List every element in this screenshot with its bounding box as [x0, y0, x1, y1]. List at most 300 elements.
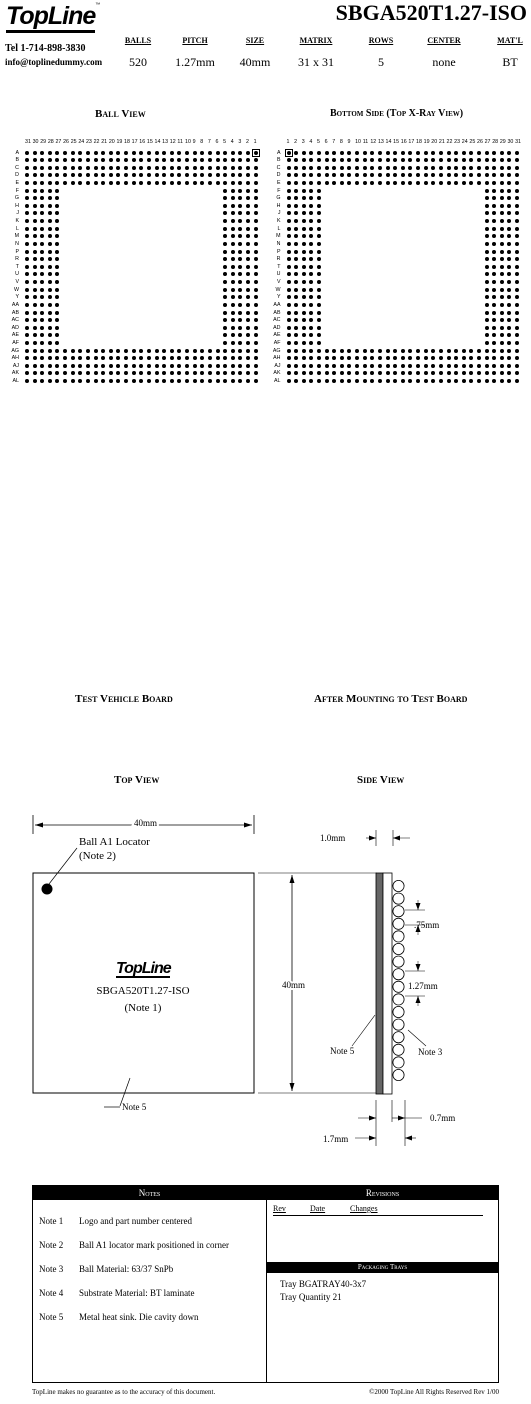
footer-disclaimer: TopLine makes no guarantee as to the accuracy of this document. — [32, 1388, 216, 1396]
solder-ball — [515, 250, 519, 254]
solder-ball — [515, 364, 519, 368]
solder-ball — [317, 318, 321, 322]
solder-ball — [401, 356, 405, 360]
side-solder-ball — [393, 969, 404, 980]
solder-ball — [294, 303, 298, 307]
solder-ball — [287, 242, 291, 246]
solder-ball — [515, 189, 519, 193]
solder-ball — [462, 166, 466, 170]
part-number-title: SBGA520T1.27-ISO — [335, 0, 527, 25]
solder-ball — [287, 272, 291, 276]
solder-ball — [287, 371, 291, 375]
row-label: F — [15, 187, 19, 194]
row-label: AJ — [274, 362, 281, 369]
side-solder-ball — [393, 1032, 404, 1043]
solder-ball — [302, 272, 306, 276]
solder-ball — [424, 166, 428, 170]
solder-ball — [447, 151, 451, 155]
solder-ball — [302, 250, 306, 254]
solder-ball — [485, 333, 489, 337]
solder-ball — [492, 371, 496, 375]
packaging-header: Packaging Trays — [267, 1262, 498, 1273]
solder-ball — [378, 349, 382, 353]
column-label: 8 — [200, 139, 204, 145]
solder-ball — [302, 219, 306, 223]
row-label: G — [276, 195, 281, 202]
note-text: Ball A1 locator mark positioned in corner — [79, 1240, 229, 1250]
column-label: 5 — [316, 139, 320, 145]
column-label: 4 — [309, 139, 313, 145]
column-label: 18 — [124, 139, 130, 145]
solder-ball — [294, 349, 298, 353]
solder-ball — [294, 173, 298, 177]
solder-ball — [485, 166, 489, 170]
notes-revisions-box — [32, 1185, 499, 1383]
solder-ball — [469, 181, 473, 185]
solder-ball — [515, 318, 519, 322]
solder-ball — [302, 181, 306, 185]
solder-ball — [287, 379, 291, 383]
solder-ball — [431, 173, 435, 177]
solder-ball — [469, 371, 473, 375]
solder-ball — [454, 166, 458, 170]
solder-ball — [302, 173, 306, 177]
solder-ball — [287, 341, 291, 345]
solder-ball — [507, 311, 511, 315]
column-label: 1 — [253, 139, 257, 145]
row-label: R — [276, 256, 281, 263]
solder-ball — [309, 318, 313, 322]
solder-ball — [309, 196, 313, 200]
solder-ball — [370, 364, 374, 368]
solder-ball — [462, 158, 466, 162]
solder-ball — [370, 349, 374, 353]
solder-ball — [294, 311, 298, 315]
column-label: 12 — [370, 139, 377, 145]
column-label: 27 — [484, 139, 491, 145]
solder-ball — [500, 211, 504, 215]
solder-ball — [500, 371, 504, 375]
notes-panel — [33, 1186, 267, 1382]
column-label: 20 — [108, 139, 115, 145]
solder-ball — [500, 311, 504, 315]
solder-ball — [515, 272, 519, 276]
solder-ball — [317, 181, 321, 185]
solder-ball — [492, 311, 496, 315]
email: info@toplinedummy.com — [5, 57, 103, 67]
column-label: 20 — [431, 139, 438, 145]
solder-ball — [325, 173, 329, 177]
column-label: 16 — [139, 139, 146, 145]
solder-ball — [287, 311, 291, 315]
solder-ball — [515, 341, 519, 345]
column-label: 11 — [362, 139, 369, 145]
row-label: AB — [11, 309, 19, 316]
solder-ball — [325, 181, 329, 185]
solder-ball — [393, 181, 397, 185]
solder-ball — [340, 173, 344, 177]
solder-ball — [454, 371, 458, 375]
solder-ball — [424, 356, 428, 360]
solder-ball — [500, 341, 504, 345]
spec-label: ROWS — [368, 36, 394, 45]
column-label: 7 — [332, 139, 336, 145]
column-label: 31 — [515, 139, 521, 145]
solder-ball — [408, 158, 412, 162]
side-view-note-5: Note 5 — [330, 1046, 355, 1056]
row-label: R — [15, 256, 19, 263]
side-view-ball-column — [393, 880, 404, 1080]
row-label: AA — [273, 301, 281, 308]
column-label: 21 — [438, 139, 445, 145]
solder-ball — [507, 196, 511, 200]
solder-ball — [485, 173, 489, 177]
solder-ball — [294, 265, 298, 269]
note-label: Note 1 — [39, 1216, 64, 1226]
solder-ball — [294, 227, 298, 231]
solder-ball — [386, 371, 390, 375]
solder-ball — [386, 349, 390, 353]
solder-ball — [340, 181, 344, 185]
solder-ball — [287, 318, 291, 322]
solder-ball — [485, 318, 489, 322]
solder-ball — [309, 265, 313, 269]
solder-ball — [424, 158, 428, 162]
solder-ball — [309, 272, 313, 276]
solder-ball — [370, 166, 374, 170]
solder-ball — [309, 250, 313, 254]
solder-ball — [332, 181, 336, 185]
solder-ball — [401, 181, 405, 185]
solder-ball — [462, 379, 466, 383]
solder-ball — [302, 234, 306, 238]
column-label: 3 — [301, 139, 305, 145]
row-label: AF — [12, 340, 19, 346]
solder-ball — [485, 280, 489, 284]
solder-ball — [309, 204, 313, 208]
solder-ball — [454, 356, 458, 360]
solder-ball — [424, 379, 428, 383]
bottom-view-title: Bottom Side (Top X-Ray View) — [330, 108, 464, 119]
solder-ball — [477, 166, 481, 170]
solder-ball — [355, 181, 359, 185]
solder-ball — [287, 303, 291, 307]
solder-ball — [492, 303, 496, 307]
solder-ball — [287, 181, 291, 185]
solder-ball — [401, 349, 405, 353]
row-label: AK — [273, 370, 281, 377]
column-label: 21 — [101, 139, 108, 145]
solder-ball — [515, 234, 519, 238]
row-label: AH — [11, 355, 19, 362]
solder-ball — [424, 371, 428, 375]
solder-ball — [485, 288, 489, 292]
date-column: Date — [310, 1204, 326, 1213]
solder-ball — [507, 181, 511, 185]
solder-ball — [469, 158, 473, 162]
locator-note: (Note 2) — [79, 850, 116, 862]
solder-ball — [317, 204, 321, 208]
solder-ball — [492, 326, 496, 330]
solder-ball — [294, 333, 298, 337]
solder-ball — [332, 364, 336, 368]
solder-ball — [492, 151, 496, 155]
solder-ball — [485, 311, 489, 315]
solder-ball — [454, 181, 458, 185]
row-label: V — [15, 279, 19, 286]
logo-trademark: ™ — [95, 2, 100, 8]
solder-ball — [294, 166, 298, 170]
solder-ball — [401, 151, 405, 155]
note-text: Substrate Material: BT laminate — [79, 1288, 195, 1298]
solder-ball — [294, 181, 298, 185]
solder-ball — [294, 364, 298, 368]
solder-ball — [462, 364, 466, 368]
solder-ball — [347, 173, 351, 177]
solder-ball — [439, 379, 443, 383]
solder-ball — [363, 356, 367, 360]
solder-ball — [454, 364, 458, 368]
solder-ball — [355, 364, 359, 368]
footer-copyright: ©2000 TopLine All Rights Reserved Rev 1/00 — [369, 1388, 499, 1396]
solder-ball — [302, 303, 306, 307]
column-label: 24 — [78, 139, 85, 145]
solder-ball — [287, 166, 291, 170]
solder-ball — [462, 349, 466, 353]
solder-ball — [302, 196, 306, 200]
solder-ball — [287, 257, 291, 261]
solder-ball — [515, 326, 519, 330]
solder-ball — [485, 234, 489, 238]
row-label: M — [276, 233, 281, 240]
solder-ball — [500, 181, 504, 185]
packaging-quantity: Tray Quantity 21 — [280, 1292, 342, 1302]
solder-ball — [492, 349, 496, 353]
solder-ball — [317, 272, 321, 276]
solder-ball — [469, 356, 473, 360]
solder-ball — [393, 349, 397, 353]
solder-ball — [340, 166, 344, 170]
column-label: 26 — [477, 139, 483, 145]
solder-ball — [477, 364, 481, 368]
solder-ball — [500, 379, 504, 383]
solder-ball — [302, 204, 306, 208]
side-view-title: Side View — [357, 774, 405, 786]
solder-ball — [515, 219, 519, 223]
top-view-title: Top View — [114, 774, 160, 786]
solder-ball — [287, 356, 291, 360]
solder-ball — [393, 379, 397, 383]
row-label: D — [276, 172, 281, 179]
solder-ball — [302, 280, 306, 284]
solder-ball — [378, 166, 382, 170]
solder-ball — [500, 219, 504, 223]
side-view-note-3: Note 3 — [418, 1047, 443, 1057]
solder-ball — [378, 356, 382, 360]
side-solder-ball — [393, 1069, 404, 1080]
solder-ball — [340, 349, 344, 353]
solder-ball — [507, 151, 511, 155]
solder-ball — [462, 371, 466, 375]
row-label: D — [15, 172, 19, 179]
row-label: AK — [11, 370, 19, 377]
solder-ball — [302, 265, 306, 269]
solder-ball — [325, 349, 329, 353]
solder-ball — [287, 227, 291, 231]
solder-ball — [317, 227, 321, 231]
solder-ball — [302, 371, 306, 375]
column-label: 6 — [324, 139, 328, 145]
solder-ball — [515, 349, 519, 353]
row-label: W — [275, 286, 281, 293]
solder-ball — [500, 318, 504, 322]
solder-ball — [485, 349, 489, 353]
column-label: 9 — [347, 139, 351, 145]
solder-ball — [309, 227, 313, 231]
solder-ball — [294, 356, 298, 360]
solder-ball — [408, 166, 412, 170]
row-label: W — [14, 286, 19, 293]
solder-ball — [515, 280, 519, 284]
solder-ball — [363, 371, 367, 375]
solder-ball — [302, 257, 306, 261]
row-label: C — [276, 164, 281, 171]
solder-ball — [370, 158, 374, 162]
solder-ball — [439, 151, 443, 155]
spec-label: CENTER — [427, 36, 461, 45]
column-label: 2 — [245, 139, 249, 145]
side-solder-ball — [393, 994, 404, 1005]
solder-ball — [363, 151, 367, 155]
column-label: 18 — [416, 139, 422, 145]
solder-ball — [317, 173, 321, 177]
solder-ball — [347, 158, 351, 162]
solder-ball — [485, 272, 489, 276]
column-label: 29 — [499, 139, 506, 145]
solder-ball — [492, 173, 496, 177]
solder-ball — [416, 151, 420, 155]
solder-ball — [294, 219, 298, 223]
row-label: AE — [11, 332, 19, 339]
solder-ball — [302, 349, 306, 353]
solder-ball — [302, 356, 306, 360]
column-label: 15 — [393, 139, 400, 145]
solder-ball — [507, 242, 511, 246]
row-label: P — [276, 248, 281, 255]
solder-ball — [302, 333, 306, 337]
column-label: 25 — [469, 139, 476, 145]
solder-ball — [309, 379, 313, 383]
row-label: C — [15, 164, 19, 171]
solder-ball — [416, 181, 420, 185]
solder-ball — [317, 265, 321, 269]
solder-ball — [485, 227, 489, 231]
spec-label: PITCH — [182, 36, 208, 45]
spec-value: BT — [502, 55, 518, 69]
solder-ball — [355, 349, 359, 353]
solder-ball — [515, 227, 519, 231]
solder-ball — [439, 166, 443, 170]
solder-ball — [515, 257, 519, 261]
solder-ball — [492, 219, 496, 223]
solder-ball — [378, 364, 382, 368]
solder-ball — [507, 333, 511, 337]
solder-ball — [317, 326, 321, 330]
solder-ball — [492, 318, 496, 322]
side-view-drawing — [0, 810, 531, 1150]
solder-ball — [500, 204, 504, 208]
solder-ball — [363, 166, 367, 170]
solder-ball — [485, 189, 489, 193]
solder-ball — [332, 166, 336, 170]
ball-height-label: .75mm — [414, 920, 440, 930]
solder-ball — [507, 341, 511, 345]
row-label: AL — [274, 378, 281, 385]
column-label: 17 — [131, 139, 138, 145]
solder-ball — [507, 257, 511, 261]
row-label: E — [15, 179, 19, 186]
solder-ball — [317, 311, 321, 315]
solder-ball — [485, 364, 489, 368]
solder-ball — [347, 151, 351, 155]
solder-ball — [507, 303, 511, 307]
column-label: 3 — [238, 139, 242, 145]
note-label: Note 3 — [39, 1264, 64, 1274]
row-label: J — [16, 210, 19, 217]
side-solder-ball — [393, 880, 404, 891]
side-solder-ball — [393, 893, 404, 904]
solder-ball — [507, 349, 511, 353]
logo-text: TopLine — [6, 2, 95, 33]
solder-ball — [439, 181, 443, 185]
solder-ball — [485, 265, 489, 269]
solder-ball — [431, 181, 435, 185]
column-label: 7 — [207, 139, 211, 145]
solder-ball — [355, 371, 359, 375]
row-label: AB — [273, 309, 281, 316]
solder-ball — [309, 341, 313, 345]
solder-ball — [485, 211, 489, 215]
note-label: Note 4 — [39, 1288, 64, 1298]
spec-value: none — [432, 55, 456, 69]
solder-ball — [317, 211, 321, 215]
solder-ball — [401, 364, 405, 368]
rev-column: Rev — [273, 1204, 286, 1213]
solder-ball — [347, 181, 351, 185]
solder-ball — [378, 379, 382, 383]
solder-ball — [287, 288, 291, 292]
solder-ball — [309, 166, 313, 170]
revisions-header: Revisions — [267, 1186, 498, 1200]
solder-ball — [507, 166, 511, 170]
solder-ball — [401, 371, 405, 375]
solder-ball — [309, 181, 313, 185]
solder-ball — [500, 227, 504, 231]
solder-ball — [309, 234, 313, 238]
row-label: U — [15, 271, 19, 278]
solder-ball — [408, 151, 412, 155]
width-dimension-label: 40mm — [134, 818, 158, 828]
solder-ball — [347, 364, 351, 368]
column-label: 9 — [192, 139, 196, 145]
side-solder-ball — [393, 931, 404, 942]
solder-ball — [393, 356, 397, 360]
row-label: Y — [276, 294, 281, 301]
solder-ball — [515, 311, 519, 315]
solder-ball — [507, 158, 511, 162]
solder-ball — [294, 280, 298, 284]
solder-ball — [507, 211, 511, 215]
